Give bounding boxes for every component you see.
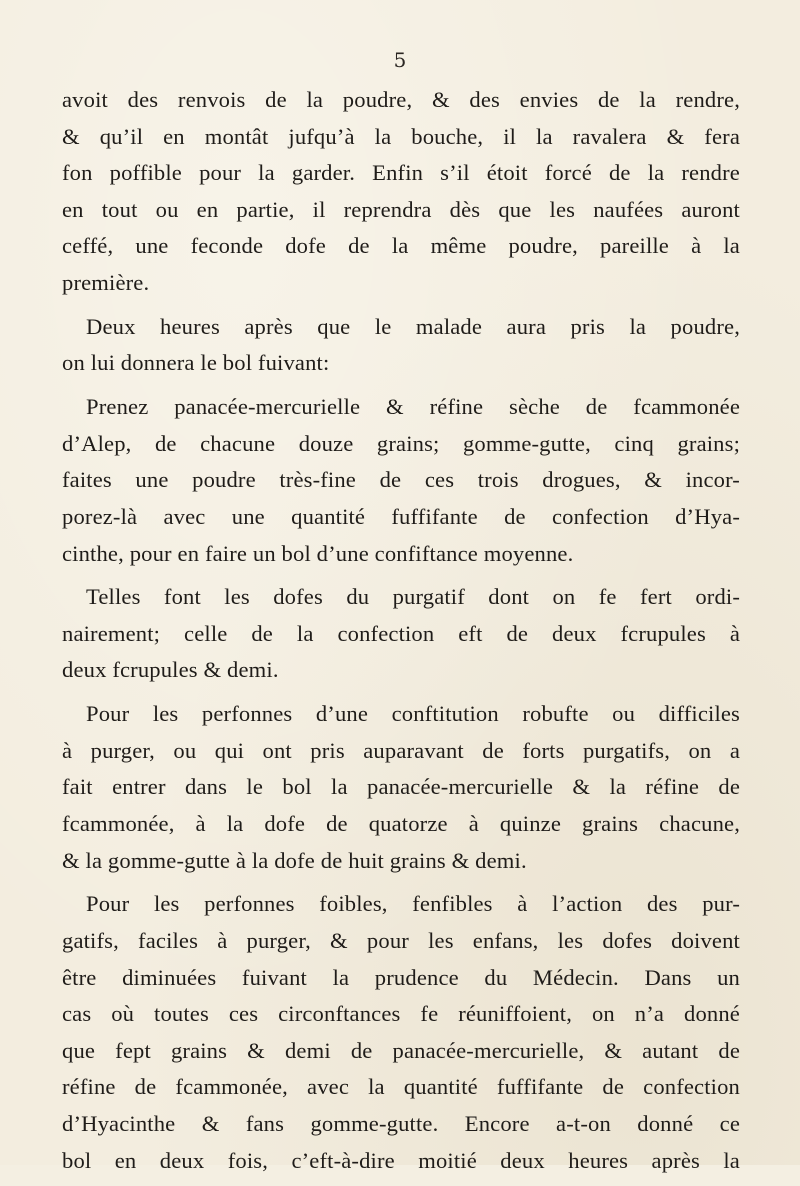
text-line: réfine de fcammonée, avec la quantité fuffifante de confection bbox=[62, 1074, 740, 1100]
text-line: Pour les perfonnes foibles, fenfibles à l’action des pur- bbox=[86, 891, 740, 917]
text-line: bol en deux fois, c’eft-à-dire moitié deux heures après la bbox=[62, 1147, 740, 1173]
text-line: en tout ou en partie, il reprendra dès que les naufées auront bbox=[62, 196, 740, 222]
paragraph bbox=[62, 696, 740, 879]
text-line: Prenez panacée-mercurielle & réfine sèche de fcammonée bbox=[86, 394, 740, 420]
paragraph bbox=[62, 389, 740, 572]
text-line: avoit des renvois de la poudre, & des envies de la rendre, bbox=[62, 87, 740, 112]
text-line: Telles font les dofes du purgatif dont on fe fert ordi- bbox=[86, 584, 740, 610]
text-line: fait entrer dans le bol la panacée-mercurielle & la réfine de bbox=[62, 774, 740, 800]
page-number: 5 bbox=[393, 48, 407, 72]
paragraph bbox=[62, 309, 740, 382]
text-line: deux fcrupules & demi. bbox=[62, 657, 279, 683]
paragraph bbox=[62, 579, 740, 689]
text-line: on lui donnera le bol fuivant: bbox=[62, 350, 330, 376]
text-line: cas où toutes ces circonftances fe réuniffoient, on n’a donné bbox=[62, 1001, 740, 1027]
text-line: être diminuées fuivant la prudence du Médecin. Dans un bbox=[62, 964, 740, 990]
text-line: d’Hyacinthe & fans gomme-gutte. Encore a-t-on donné ce bbox=[62, 1110, 740, 1136]
text-line: Deux heures après que le malade aura pris la poudre, bbox=[86, 313, 740, 339]
text-line: que fept grains & demi de panacée-mercurielle, & autant de bbox=[62, 1037, 740, 1063]
paragraph bbox=[62, 82, 740, 302]
text-line: & la gomme-gutte à la dofe de huit grains & demi. bbox=[62, 847, 527, 873]
text-line: cinthe, pour en faire un bol d’une confiftance moyenne. bbox=[62, 540, 574, 566]
text-line: fcammonée, à la dofe de quatorze à quinze grains chacune, bbox=[62, 811, 740, 837]
text-line: faites une poudre très-fine de ces trois drogues, & incor- bbox=[62, 467, 740, 493]
text-line: fon poffible pour la garder. Enfin s’il étoit forcé de la rendre bbox=[62, 160, 740, 186]
text-line: Pour les perfonnes d’une conftitution robufte ou difficiles bbox=[86, 701, 740, 727]
body-text bbox=[62, 82, 740, 1186]
text-line: gatifs, faciles à purger, & pour les enfans, les dofes doivent bbox=[62, 928, 740, 953]
text-line: ceffé, une feconde dofe de la même poudre, pareille à la bbox=[62, 233, 740, 259]
text-line: à purger, ou qui ont pris auparavant de forts purgatifs, on a bbox=[62, 737, 740, 763]
text-line: & qu’il en montât jufqu’à la bouche, il la ravalera & fera bbox=[62, 123, 740, 149]
text-line: nairement; celle de la confection eft de deux fcrupules à bbox=[62, 620, 740, 646]
text-line: porez-là avec une quantité fuffifante de confection d’Hya- bbox=[62, 503, 740, 529]
text-line: d’Alep, de chacune douze grains; gomme-gutte, cinq grains; bbox=[62, 430, 740, 456]
text-line: première. bbox=[62, 269, 150, 295]
paragraph bbox=[62, 886, 740, 1179]
